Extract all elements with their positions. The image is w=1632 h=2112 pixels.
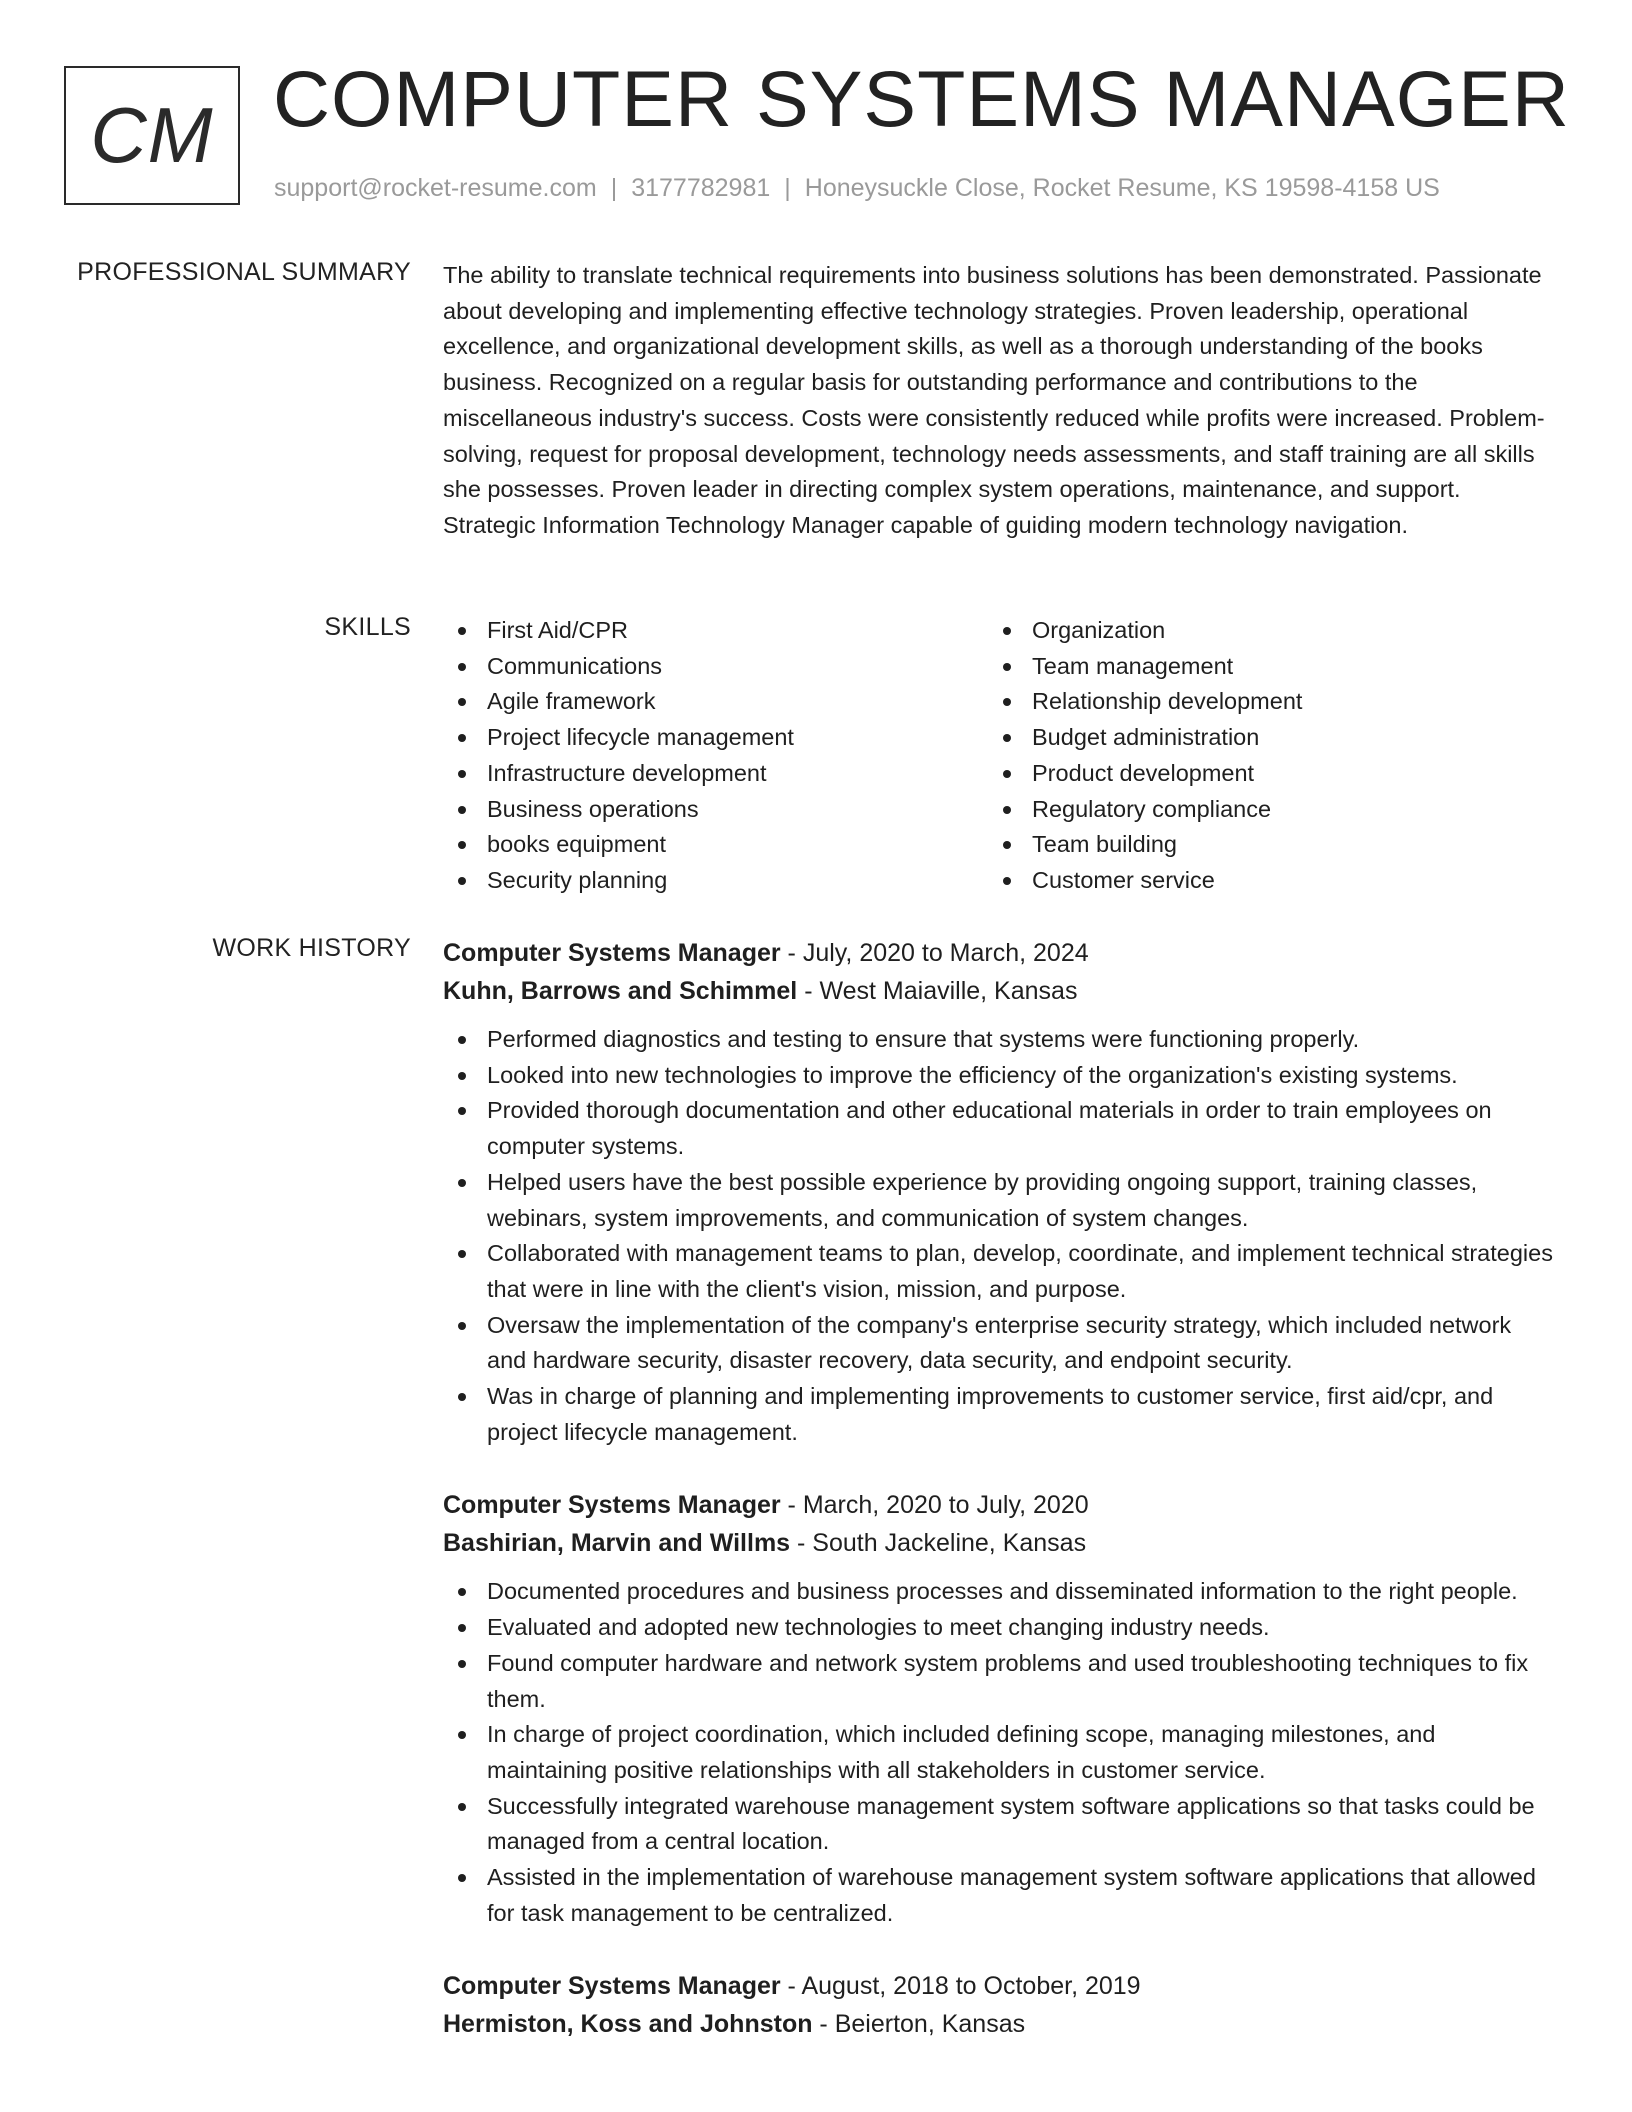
job-duty: Successfully integrated warehouse management system software applications so that tasks could be managed from a central location.: [443, 1789, 1553, 1860]
job-company: Kuhn, Barrows and Schimmel: [443, 977, 798, 1005]
job-company-line: [443, 972, 1553, 1010]
summary-body: [443, 258, 1553, 544]
job-duty: In charge of project coordination, which included defining scope, managing milestones, and maintaining positive relationships with all stakeholders in customer service.: [443, 1717, 1553, 1788]
contact-phone: 3177782981: [631, 174, 771, 202]
job-title-line: [443, 1486, 1553, 1524]
skill-item: Project lifecycle management: [443, 720, 988, 756]
job-duty: Oversaw the implementation of the company's enterprise security strategy, which included network and hardware security, disaster recovery, data security, and endpoint security.: [443, 1308, 1553, 1379]
skill-item: Regulatory compliance: [988, 792, 1533, 828]
contact-email: support@rocket-resume.com: [274, 174, 597, 202]
job-duty: Looked into new technologies to improve the efficiency of the organization's existing systems.: [443, 1058, 1553, 1094]
job-duty: Performed diagnostics and testing to ensure that systems were functioning properly.: [443, 1022, 1553, 1058]
job-dates: - March, 2020 to July, 2020: [780, 1491, 1089, 1520]
contact-separator: |: [784, 174, 791, 202]
job-duty: Found computer hardware and network system problems and used troubleshooting techniques to fix them.: [443, 1646, 1553, 1717]
job-title: Computer Systems Manager: [443, 1972, 781, 2001]
job-entry: [443, 1486, 1553, 1931]
job-duty: Assisted in the implementation of warehouse management system software applications that allowed for task management to be centralized.: [443, 1860, 1553, 1931]
skill-item: Customer service: [988, 863, 1533, 899]
skill-item: Security planning: [443, 863, 988, 899]
work-heading: WORK HISTORY: [212, 934, 411, 962]
job-title: Computer Systems Manager: [443, 1491, 781, 1520]
skills-heading: SKILLS: [324, 613, 411, 641]
job-duty: Collaborated with management teams to plan, develop, coordinate, and implement technical strategies that were in line with the client's vision, mission, and purpose.: [443, 1236, 1553, 1307]
job-duties: [443, 1022, 1553, 1450]
job-company: Bashirian, Marvin and Willms: [443, 1529, 791, 1558]
resume-title: COMPUTER SYSTEMS MANAGER: [273, 54, 1570, 143]
job-title-line: [443, 934, 1553, 972]
summary-text: The ability to translate technical requirements into business solutions has been demonstrated. Passionate about developing and implementing effective technology strategies. Proven leadership, operational excellence, and organizational development skills, as well as a thorough understanding of the books business. Recognized on a regular basis for outstanding performance and contributions to the miscellaneous industry's success. Costs were consistently reduced while profits were increased. Problem-solving, request for proposal development, technology needs assessments, and staff training are all skills she possesses. Proven leader in directing complex system operations, maintenance, and support. Strategic Information Technology Manager capable of guiding modern technology navigation.: [443, 262, 1545, 538]
skill-item: Agile framework: [443, 684, 988, 720]
skill-item: First Aid/CPR: [443, 613, 988, 649]
skills-list-left: [443, 613, 988, 899]
job-dates: - July, 2020 to March, 2024: [780, 939, 1089, 967]
skill-item: Communications: [443, 649, 988, 685]
contact-line: [274, 174, 1440, 203]
skill-item: Relationship development: [988, 684, 1533, 720]
job-duty: Helped users have the best possible experience by providing ongoing support, training classes, webinars, system improvements, and communication of system changes.: [443, 1165, 1553, 1236]
monogram-logo: CM: [64, 66, 240, 205]
job-entry: [443, 934, 1553, 1450]
skills-list-right: [988, 613, 1533, 899]
contact-address: Honeysuckle Close, Rocket Resume, KS 19598-4158 US: [804, 174, 1440, 202]
job-company-line: [443, 2005, 1553, 2043]
summary-heading: PROFESSIONAL SUMMARY: [77, 258, 411, 286]
skill-item: Budget administration: [988, 720, 1533, 756]
skill-item: Organization: [988, 613, 1533, 649]
job-duty: Provided thorough documentation and other educational materials in order to train employees on computer systems.: [443, 1093, 1553, 1164]
job-location: - South Jackeline, Kansas: [790, 1529, 1087, 1558]
skill-item: Infrastructure development: [443, 756, 988, 792]
job-company: Hermiston, Koss and Johnston: [443, 2010, 813, 2039]
job-location: - Beierton, Kansas: [812, 2010, 1026, 2039]
job-company-line: [443, 1524, 1553, 1562]
job-duty: Documented procedures and business processes and disseminated information to the right people.: [443, 1574, 1553, 1610]
job-location: - West Maiaville, Kansas: [797, 977, 1078, 1005]
job-dates: - August, 2018 to October, 2019: [780, 1972, 1141, 2001]
job-duties: [443, 1574, 1553, 1931]
job-title: Computer Systems Manager: [443, 939, 781, 967]
skill-item: Product development: [988, 756, 1533, 792]
skill-item: Business operations: [443, 792, 988, 828]
job-duty: Was in charge of planning and implementing improvements to customer service, first aid/cpr, and project lifecycle management.: [443, 1379, 1553, 1450]
skill-item: Team management: [988, 649, 1533, 685]
job-entry: [443, 1967, 1553, 2043]
contact-separator: |: [610, 174, 618, 202]
job-duty: Evaluated and adopted new technologies to meet changing industry needs.: [443, 1610, 1553, 1646]
work-body: [443, 934, 1553, 2079]
job-title-line: [443, 1967, 1553, 2005]
skills-body: [443, 613, 1553, 899]
skill-item: books equipment: [443, 827, 988, 863]
skill-item: Team building: [988, 827, 1533, 863]
